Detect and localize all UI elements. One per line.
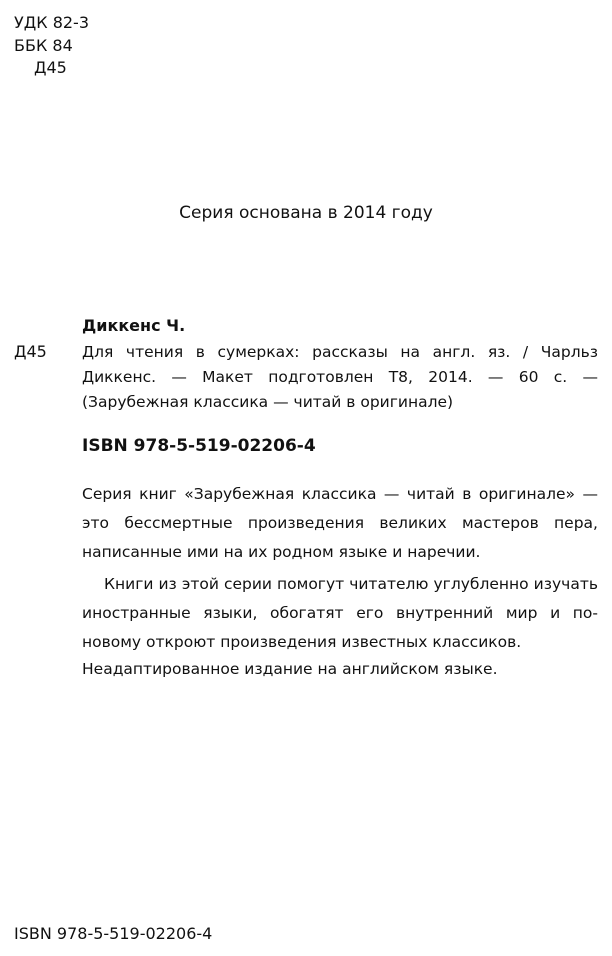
bibliographic-description: Для чтения в сумерках: рассказы на англ. яз. / Чарльз Диккенс. — Макет подготовлен Т8, 2014. — 60 с. — (Зарубежная классика — читай в оригинале) <box>82 343 598 411</box>
isbn-main: ISBN 978-5-519-02206-4 <box>82 436 316 456</box>
footer-isbn: ISBN 978-5-519-02206-4 <box>14 924 213 943</box>
annotation <box>82 480 598 657</box>
annotation-paragraph-1: Серия книг «Зарубежная классика — читай в оригинале» — это бессмертные произведения великих мастеров пера, написанные ими на их родном языке и наречии. <box>82 485 598 561</box>
bibliographic-code: Д45 <box>14 342 47 361</box>
edition-note: Неадаптированное издание на английском языке. <box>82 660 498 678</box>
author-name: Диккенс Ч. <box>82 316 186 335</box>
classification-block <box>14 12 89 80</box>
series-founded: Серия основана в 2014 году <box>179 203 433 223</box>
udk-code: УДК 82-3 <box>14 13 90 32</box>
annotation-paragraph-2: Книги из этой серии помогут читателю углубленно изучать иностранные языки, обогатят его внутренний мир и по-новому откроют произведения известных классиков. <box>82 575 598 651</box>
bbk-code: ББК 84 <box>14 35 73 55</box>
author-mark: Д45 <box>34 58 67 77</box>
